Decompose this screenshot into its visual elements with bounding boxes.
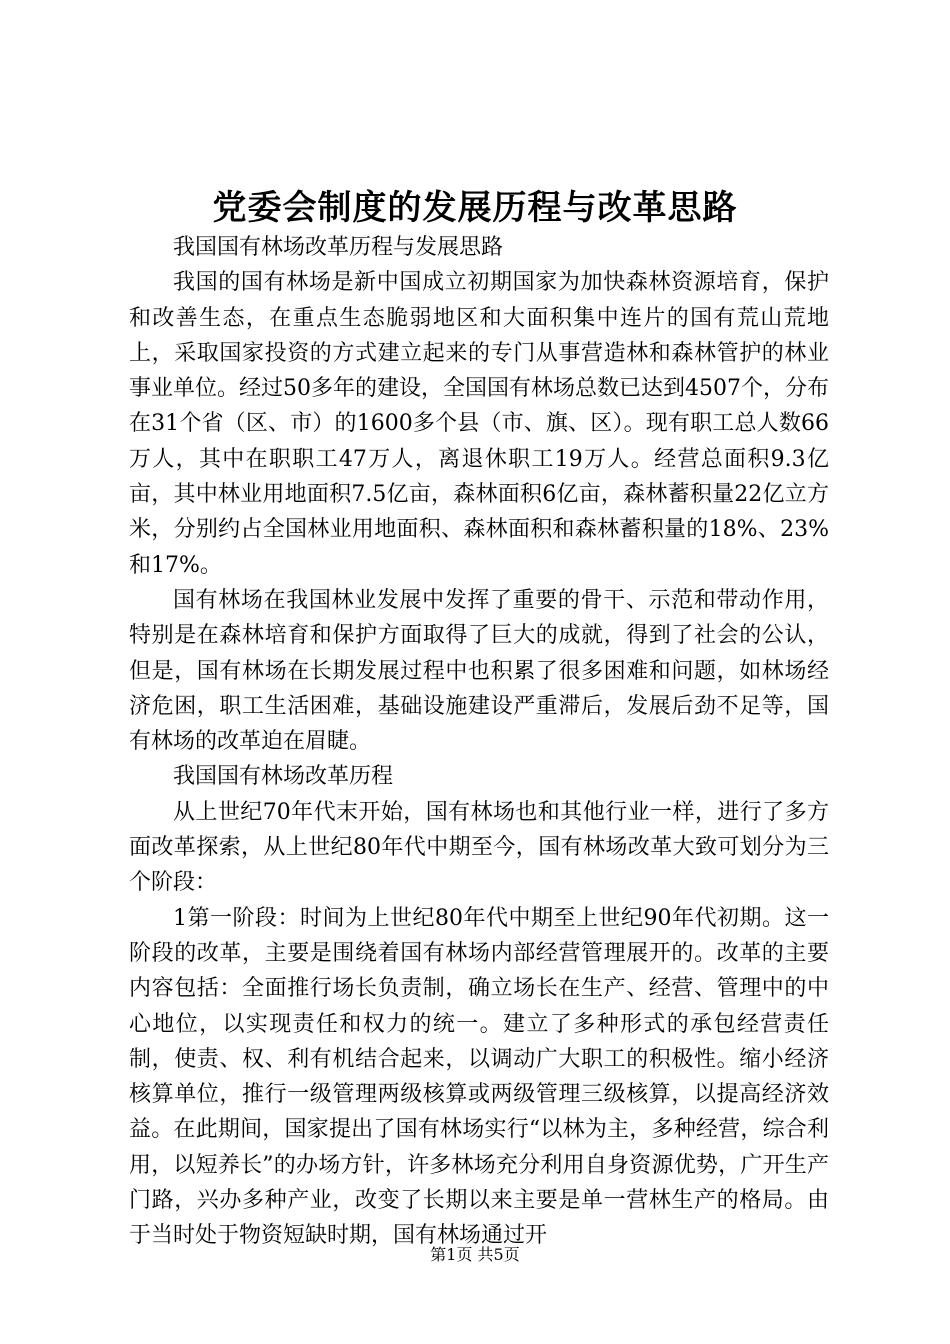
- document-body: [129, 230, 829, 1254]
- document-title: 党委会制度的发展历程与改革思路: [212, 188, 738, 228]
- body-paragraph: 从上世纪70年代末开始，国有林场也和其他行业一样，进行了多方面改革探索，从上世纪80年代中期至今，国有林场改革大致可划分为三个阶段：: [129, 799, 829, 896]
- body-paragraph: 1第一阶段：时间为上世纪80年代中期至上世纪90年代初期。这一阶段的改革，主要是围绕着国有林场内部经营管理展开的。改革的主要内容包括：全面推行场长负责制，确立场长在生产、经营、管理中的中心地位，以实现责任和权力的统一。建立了多种形式的承包经营责任制，使责、权、利有机结合起来，以调动广大职工的积极性。缩小经济核算单位，推行一级管理两级核算或两级管理三级核算，以提高经济效益。在此期间，国家提出了国有林场实行“以林为主，多种经营，综合利用，以短养长”的办场方针，许多林场充分利用自身资源优势，广开生产门路，兴办多种产业，改变了长期以来主要是单一营林生产的格局。由于当时处于物资短缺时期，国有林场通过开: [129, 905, 829, 1249]
- section-heading: 我国国有林场改革历程与发展思路: [173, 235, 504, 260]
- page-footer: 第1页 共5页: [430, 1245, 520, 1264]
- body-paragraph: 国有林场在我国林业发展中发挥了重要的骨干、示范和带动作用，特别是在森林培育和保护方面取得了巨大的成就，得到了社会的公认，但是，国有林场在长期发展过程中也积累了很多困难和问题，如林场经济危困，职工生活困难，基础设施建设严重滞后，发展后劲不足等，国有林场的改革迫在眉睫。: [129, 587, 829, 755]
- body-paragraph: 我国的国有林场是新中国成立初期国家为加快森林资源培育，保护和改善生态，在重点生态脆弱地区和大面积集中连片的国有荒山荒地上，采取国家投资的方式建立起来的专门从事营造林和森林管护的林业事业单位。经过50多年的建设，全国国有林场总数已达到4507个，分布在31个省（区、市）的1600多个县（市、旗、区）。现有职工总人数66万人，其中在职职工47万人，离退休职工19万人。经营总面积9.3亿亩，其中林业用地面积7.5亿亩，森林面积6亿亩，森林蓄积量22亿立方米，分别约占全国林业用地面积、森林面积和森林蓄积量的18%、23%和17%。: [129, 270, 829, 578]
- section-heading: 我国国有林场改革历程: [173, 764, 394, 790]
